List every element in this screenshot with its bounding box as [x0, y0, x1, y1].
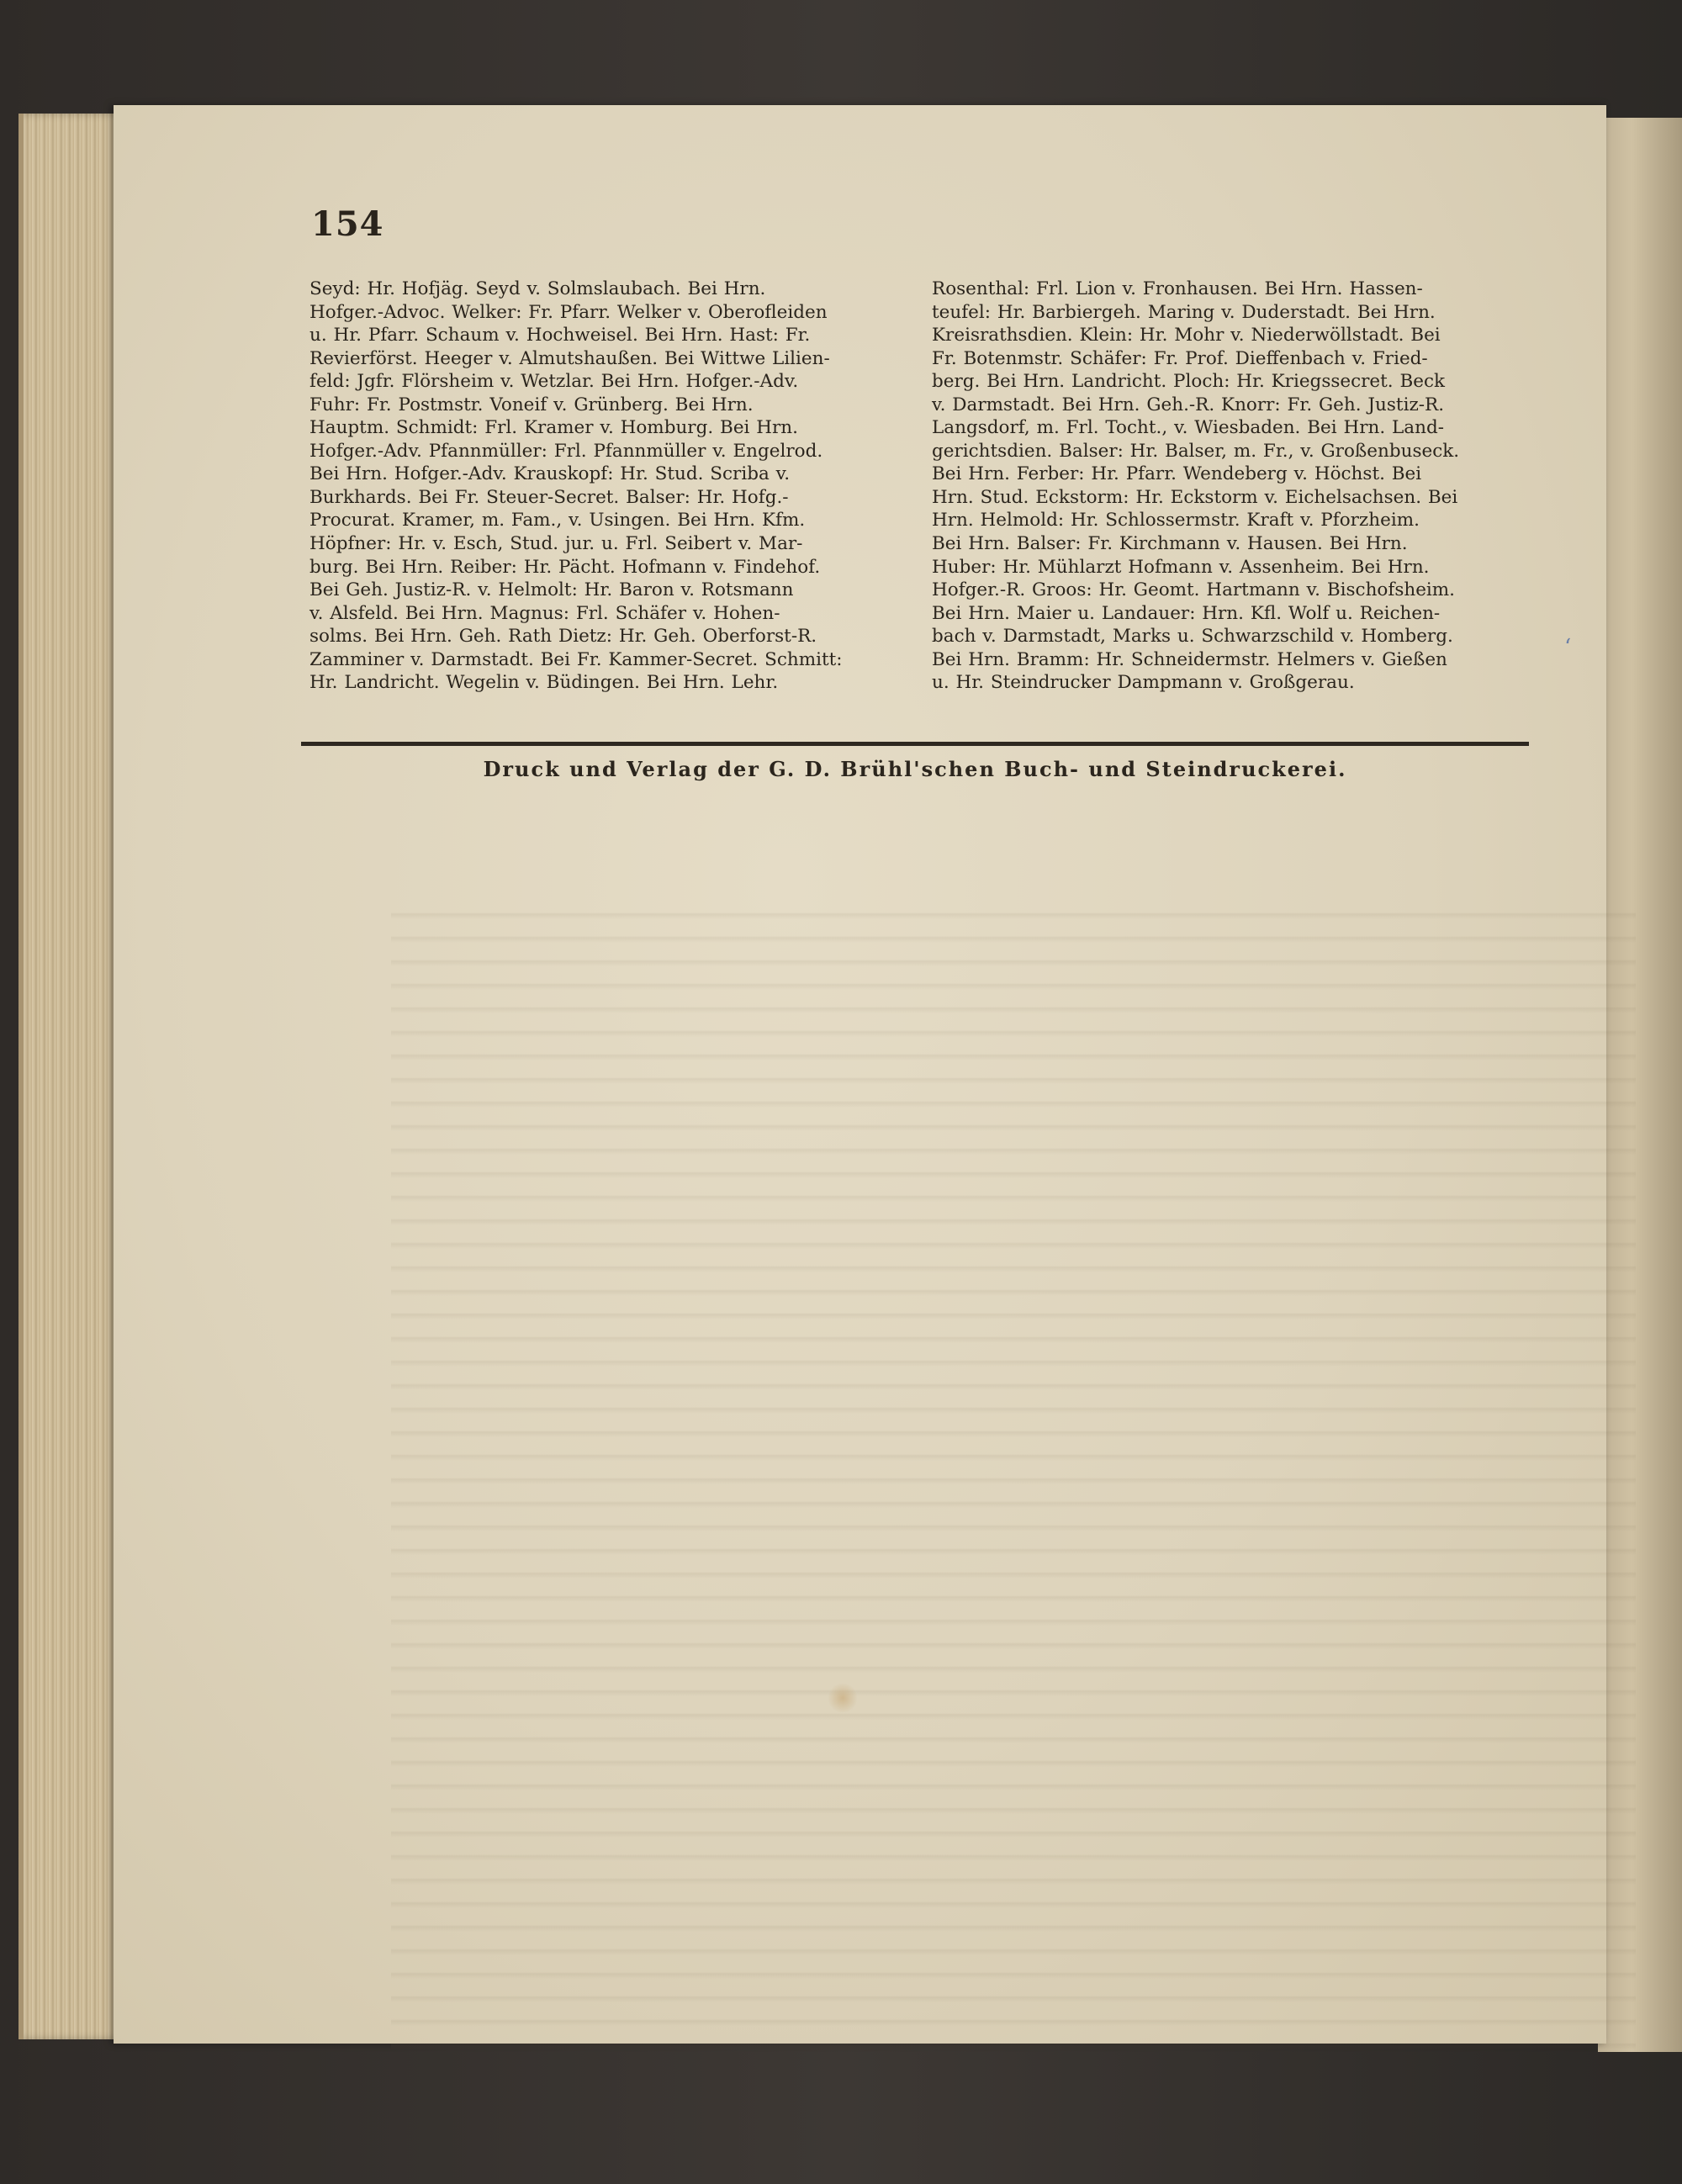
- paper-stain: [828, 1682, 857, 1714]
- text-line: v. Alsfeld. Bei Hrn. Magnus: Frl. Schäfer v. Hohen-: [309, 602, 780, 624]
- text-line: Hrn. Helmold: Hr. Schlossermstr. Kraft v. Pforzheim.: [932, 510, 1420, 531]
- left-column: [309, 278, 902, 695]
- text-line: berg. Bei Hrn. Landricht. Ploch: Hr. Kriegssecret. Beck: [932, 371, 1446, 393]
- text-line: Bei Hrn. Maier u. Landauer: Hrn. Kfl. Wolf u. Reichen-: [932, 602, 1441, 624]
- text-line: Bei Hrn. Bramm: Hr. Schneidermstr. Helmers v. Gießen: [932, 648, 1447, 670]
- book-page-edges: [19, 114, 124, 2039]
- printer-imprint: Druck und Verlag der G. D. Brühl'schen Buch- und Steindruckerei.: [483, 757, 1347, 781]
- text-line: Höpfner: Hr. v. Esch, Stud. jur. u. Frl. Seibert v. Mar-: [309, 533, 803, 555]
- text-line: Zamminer v. Darmstadt. Bei Fr. Kammer-Secret. Schmitt:: [309, 648, 843, 670]
- text-line: Bei Hrn. Balser: Fr. Kirchmann v. Hausen. Bei Hrn.: [932, 533, 1408, 555]
- text-line: Bei Hrn. Hofger.-Adv. Krauskopf: Hr. Stud. Scriba v.: [309, 463, 791, 485]
- text-line: u. Hr. Pfarr. Schaum v. Hochweisel. Bei Hrn. Hast: Fr.: [309, 325, 811, 346]
- text-line: Hr. Landricht. Wegelin v. Büdingen. Bei Hrn. Lehr.: [309, 672, 779, 694]
- pencil-mark-icon: ʻ: [1564, 635, 1572, 660]
- text-line: Hauptm. Schmidt: Frl. Kramer v. Homburg. Bei Hrn.: [309, 417, 798, 439]
- text-line: Bei Hrn. Ferber: Hr. Pfarr. Wendeberg v. Höchst. Bei: [932, 463, 1422, 485]
- text-line: Fr. Botenmstr. Schäfer: Fr. Prof. Dieffenbach v. Fried-: [932, 347, 1428, 369]
- text-line: u. Hr. Steindrucker Dampmann v. Großgerau.: [932, 672, 1355, 694]
- text-line: Langsdorf, m. Frl. Tocht., v. Wiesbaden. Bei Hrn. Land-: [932, 417, 1444, 439]
- text-line: Fuhr: Fr. Postmstr. Voneif v. Grünberg. Bei Hrn.: [309, 394, 754, 415]
- text-line: Seyd: Hr. Hofjäg. Seyd v. Solmslaubach. Bei Hrn.: [309, 278, 766, 299]
- text-line: feld: Jgfr. Flörsheim v. Wetzlar. Bei Hrn. Hofger.-Adv.: [309, 371, 799, 393]
- text-line: Burkhards. Bei Fr. Steuer-Secret. Balser: Hr. Hofg.-: [309, 486, 789, 508]
- text-line: Huber: Hr. Mühlarzt Hofmann v. Assenheim. Bei Hrn.: [932, 556, 1430, 578]
- text-line: Hofger.-R. Groos: Hr. Geomt. Hartmann v. Bischofsheim.: [932, 579, 1456, 601]
- bleed-through-texture: [391, 896, 1636, 2056]
- text-line: Hrn. Stud. Eckstorm: Hr. Eckstorm v. Eichelsachsen. Bei: [932, 486, 1458, 508]
- text-line: Hofger.-Advoc. Welker: Fr. Pfarr. Welker v. Oberofleiden: [309, 301, 828, 323]
- right-column: [932, 278, 1525, 695]
- text-line: teufel: Hr. Barbiergeh. Maring v. Duderstadt. Bei Hrn.: [932, 301, 1436, 323]
- text-line: Procurat. Kramer, m. Fam., v. Usingen. Bei Hrn. Kfm.: [309, 510, 806, 531]
- text-line: burg. Bei Hrn. Reiber: Hr. Pächt. Hofmann v. Findehof.: [309, 556, 821, 578]
- text-line: Hofger.-Adv. Pfannmüller: Frl. Pfannmüller v. Engelrod.: [309, 440, 823, 462]
- page-number: 154: [311, 204, 384, 244]
- horizontal-rule: [301, 742, 1529, 746]
- text-line: Rosenthal: Frl. Lion v. Fronhausen. Bei Hrn. Hassen-: [932, 278, 1423, 299]
- text-line: solms. Bei Hrn. Geh. Rath Dietz: Hr. Geh. Oberforst-R.: [309, 626, 817, 648]
- text-line: bach v. Darmstadt, Marks u. Schwarzschild v. Homberg.: [932, 626, 1453, 648]
- text-line: Kreisrathsdien. Klein: Hr. Mohr v. Niederwöllstadt. Bei: [932, 325, 1441, 346]
- text-line: Bei Geh. Justiz-R. v. Helmolt: Hr. Baron v. Rotsmann: [309, 579, 794, 601]
- text-line: Revierförst. Heeger v. Almutshaußen. Bei Wittwe Lilien-: [309, 347, 830, 369]
- text-line: v. Darmstadt. Bei Hrn. Geh.-R. Knorr: Fr. Geh. Justiz-R.: [932, 394, 1445, 415]
- text-line: gerichtsdien. Balser: Hr. Balser, m. Fr., v. Großenbuseck.: [932, 440, 1460, 462]
- text-columns: [309, 278, 1525, 695]
